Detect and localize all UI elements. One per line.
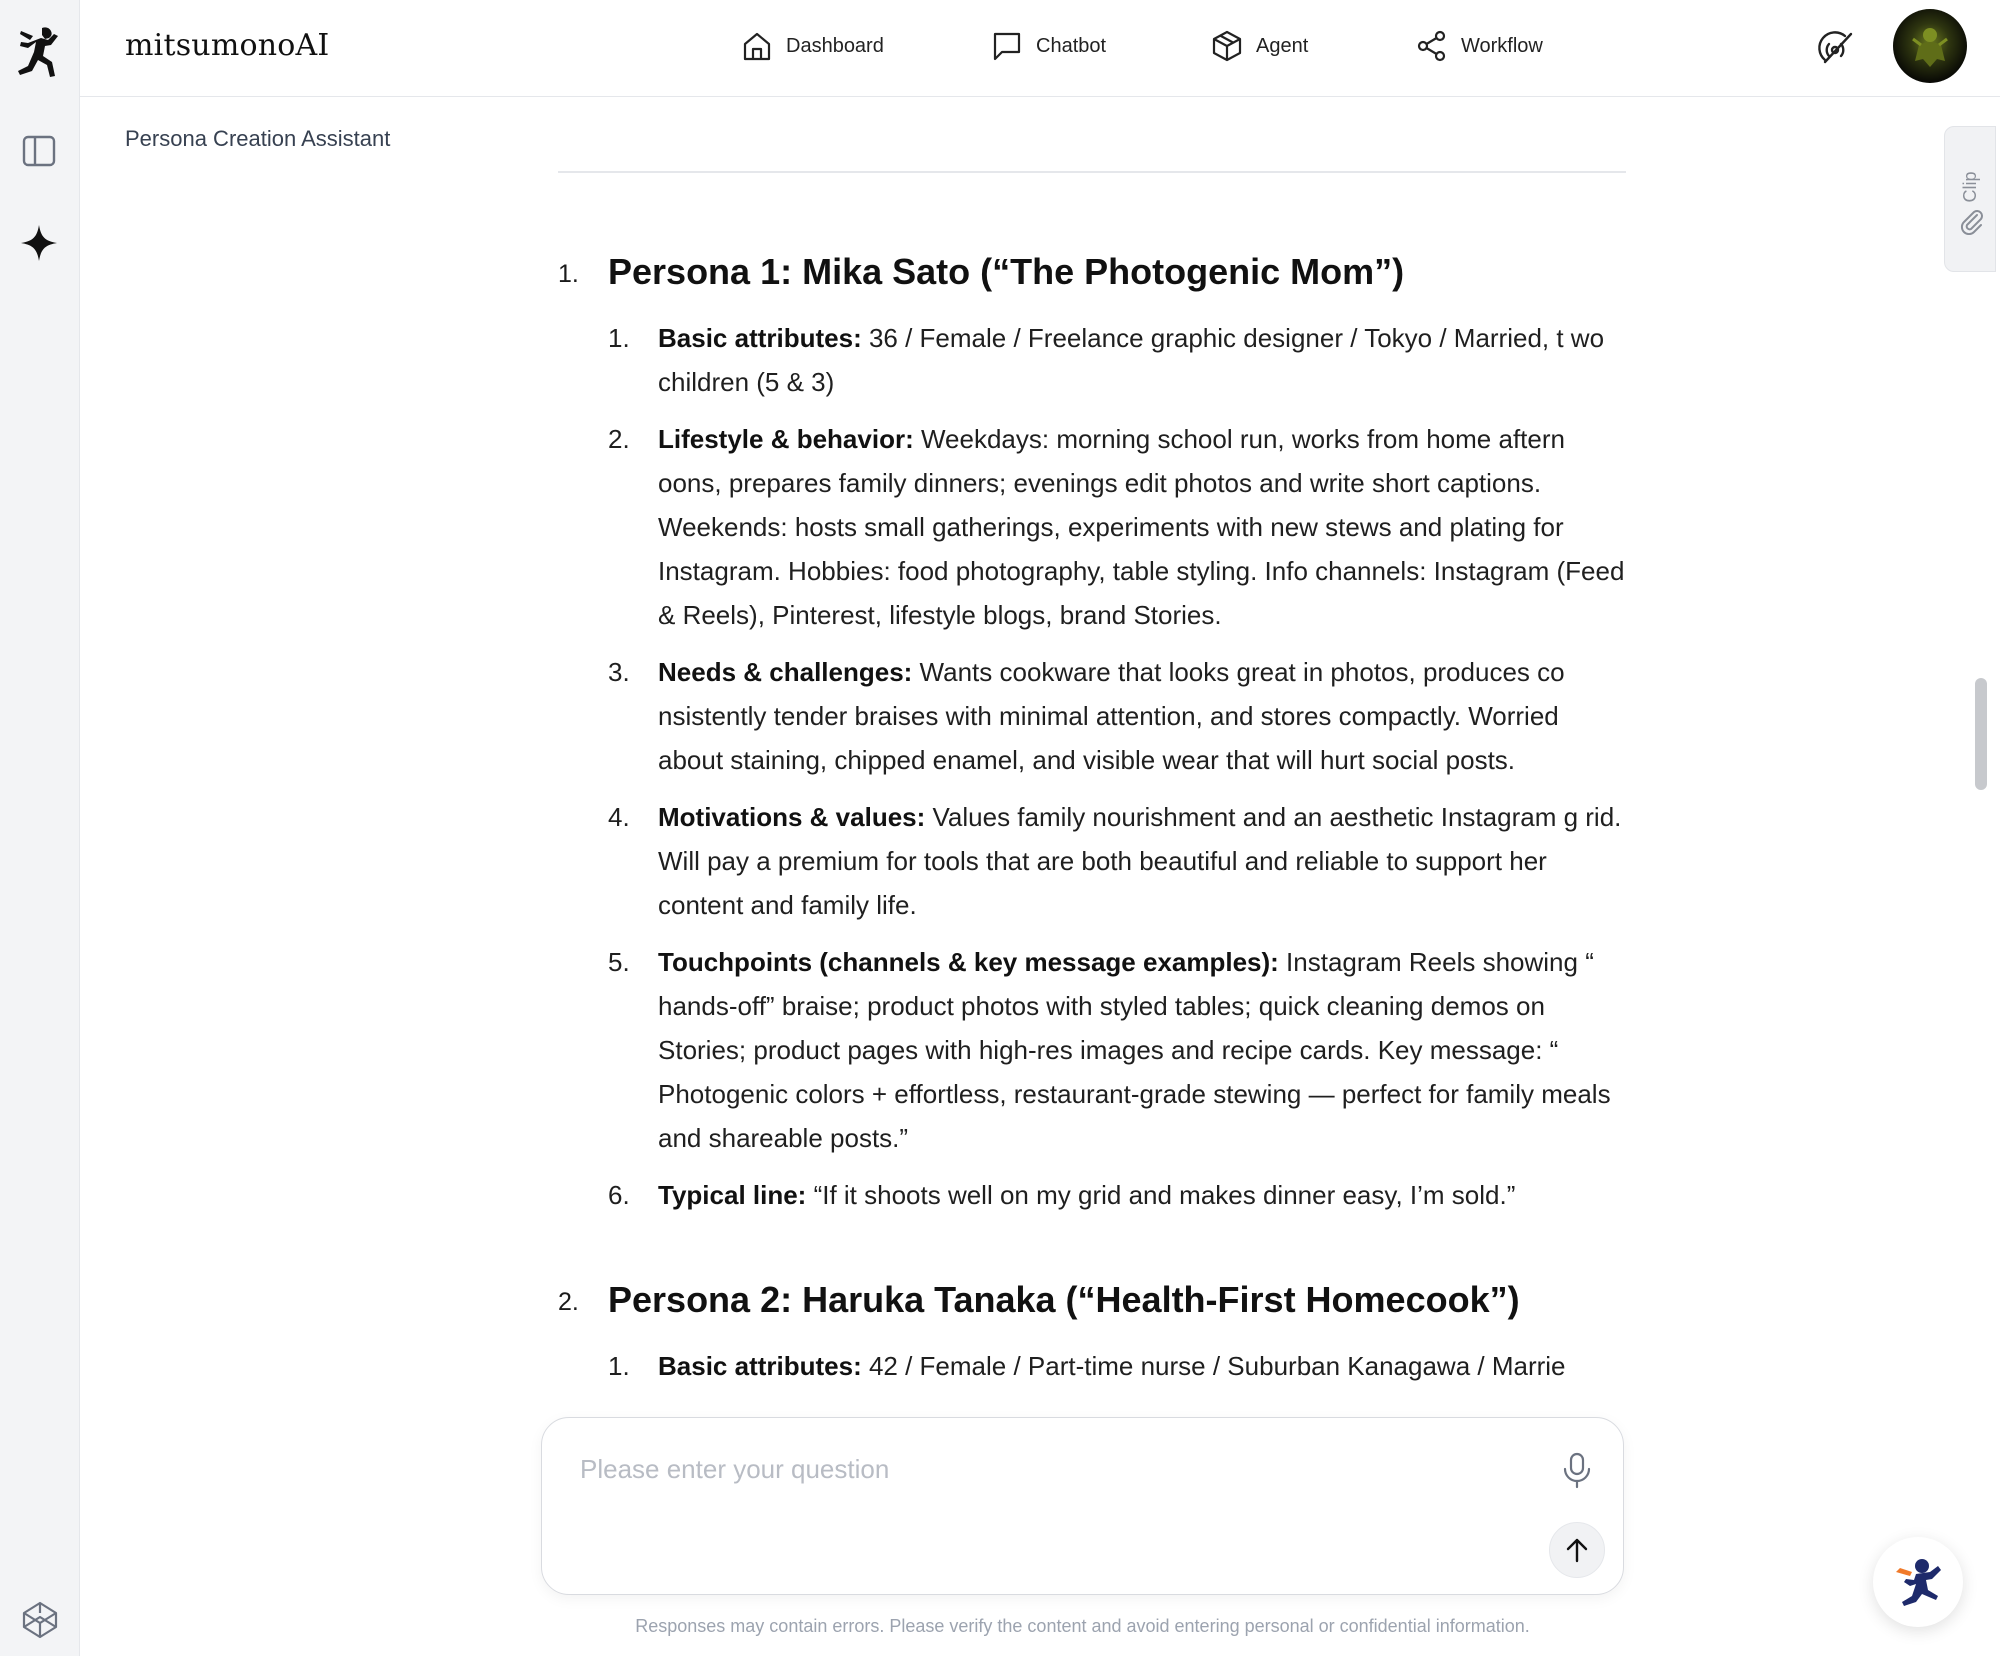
nav-label: Chatbot xyxy=(1036,34,1107,57)
ninja-logo-icon[interactable] xyxy=(12,22,68,82)
persona-details-list xyxy=(608,316,1628,1217)
list-item xyxy=(608,1344,1628,1388)
list-item xyxy=(608,650,1628,782)
sparkle-icon[interactable] xyxy=(18,222,60,264)
item-text: Values family nourishment and an aesthetic Instagram g rid. Will pay a premium for tools that are both beautiful and reliable to support her content and family life. xyxy=(658,802,1622,920)
disclaimer-text: Responses may contain errors. Please verify the content and avoid entering personal or confidential information. xyxy=(635,1616,1530,1636)
nav-chatbot[interactable] xyxy=(990,26,1106,66)
list-item xyxy=(608,795,1628,927)
list-number: 2. xyxy=(558,1288,579,1316)
item-index: 3. xyxy=(608,657,630,687)
send-button[interactable] xyxy=(1549,1522,1605,1578)
microphone-icon[interactable] xyxy=(1557,1450,1597,1490)
item-index: 5. xyxy=(608,947,630,977)
nav-workflow[interactable] xyxy=(1415,26,1543,66)
broadcast-signal-icon[interactable] xyxy=(1815,24,1861,70)
persona-heading: Persona 2: Haruka Tanaka (“Health-First Homecook”) xyxy=(608,1279,1520,1320)
clip-tab[interactable] xyxy=(1944,126,1996,272)
item-label: Lifestyle & behavior: xyxy=(658,424,914,454)
item-index: 2. xyxy=(608,424,630,454)
nav-dashboard[interactable] xyxy=(740,26,884,66)
left-rail xyxy=(0,0,80,1656)
cube-icon xyxy=(1210,29,1244,63)
question-input[interactable] xyxy=(580,1444,1520,1494)
user-avatar[interactable] xyxy=(1893,9,1967,83)
codepen-cube-icon[interactable] xyxy=(20,1600,60,1640)
item-label: Basic attributes: xyxy=(658,323,862,353)
persona-details-list xyxy=(608,1344,1628,1388)
item-text: Wants cookware that looks great in photos, produces co nsistently tender braises with minimal attention, and stores compactly. Worried about staining, chipped enamel, and visible wear that will hurt social posts. xyxy=(658,657,1565,775)
nav-label: Workflow xyxy=(1461,34,1543,57)
chat-content xyxy=(558,96,1628,1410)
clip-label: Clip xyxy=(1959,171,1980,203)
item-index: 1. xyxy=(608,323,630,353)
list-item xyxy=(608,417,1628,637)
ninja-mascot-icon xyxy=(1888,1552,1948,1612)
item-label: Touchpoints (channels & key message examples): xyxy=(658,947,1279,977)
item-text: 36 / Female / Freelance graphic designer / Tokyo / Married, t wo children (5 & 3) xyxy=(658,323,1605,397)
paperclip-icon xyxy=(1957,207,1985,235)
ninja-assistant-button[interactable] xyxy=(1873,1537,1963,1627)
persona-heading: Persona 1: Mika Sato (“The Photogenic Mom”) xyxy=(608,251,1405,292)
item-label: Basic attributes: xyxy=(658,1351,862,1381)
list-item xyxy=(608,1173,1628,1217)
home-icon xyxy=(740,29,774,63)
item-label: Typical line: xyxy=(658,1180,807,1210)
top-header xyxy=(80,0,2000,97)
item-index: 1. xyxy=(608,1351,630,1381)
item-text: Instagram Reels showing “ hands-off” braise; product photos with styled tables; quick cleaning demos on Stories; product pages with high-res images and recipe cards. Key message: “ Photogenic colors + effortless, restaurant-grade stewing — perfect for family meals and shareable posts.” xyxy=(658,947,1611,1153)
persona-section xyxy=(558,246,1628,1230)
nav-label: Dashboard xyxy=(786,34,884,57)
page-title: Persona Creation Assistant xyxy=(125,126,391,151)
item-label: Needs & challenges: xyxy=(658,657,913,687)
brand-name[interactable]: mitsumonoAI xyxy=(125,28,330,63)
scrollbar-thumb[interactable] xyxy=(1975,678,1987,790)
nav-agent[interactable] xyxy=(1210,26,1308,66)
item-index: 6. xyxy=(608,1180,630,1210)
divider xyxy=(558,171,1626,173)
item-text: “If it shoots well on my grid and makes dinner easy, I’m sold.” xyxy=(806,1180,1516,1210)
list-item xyxy=(608,940,1628,1160)
list-number: 1. xyxy=(558,260,579,288)
item-text: 42 / Female / Part-time nurse / Suburban Kanagawa / Marrie xyxy=(861,1351,1566,1381)
persona-section xyxy=(558,1274,1628,1401)
item-text: Weekdays: morning school run, works from home aftern oons, prepares family dinners; evenings edit photos and write short captions. Weekends: hosts small gatherings, experiments with new stews and plating for Instagram. Hobbies: food photography, table styling. Info channels: Instagram (Feed & Reels), Pinterest, lifestyle blogs, brand Stories. xyxy=(658,424,1625,630)
arrow-up-icon xyxy=(1562,1535,1592,1565)
sidebar-toggle-icon[interactable] xyxy=(20,132,58,170)
item-index: 4. xyxy=(608,802,630,832)
nav-label: Agent xyxy=(1256,34,1309,57)
item-label: Motivations & values: xyxy=(658,802,926,832)
composer xyxy=(541,1417,1624,1595)
share-nodes-icon xyxy=(1415,29,1449,63)
chat-bubble-icon xyxy=(990,29,1024,63)
list-item xyxy=(608,316,1628,404)
